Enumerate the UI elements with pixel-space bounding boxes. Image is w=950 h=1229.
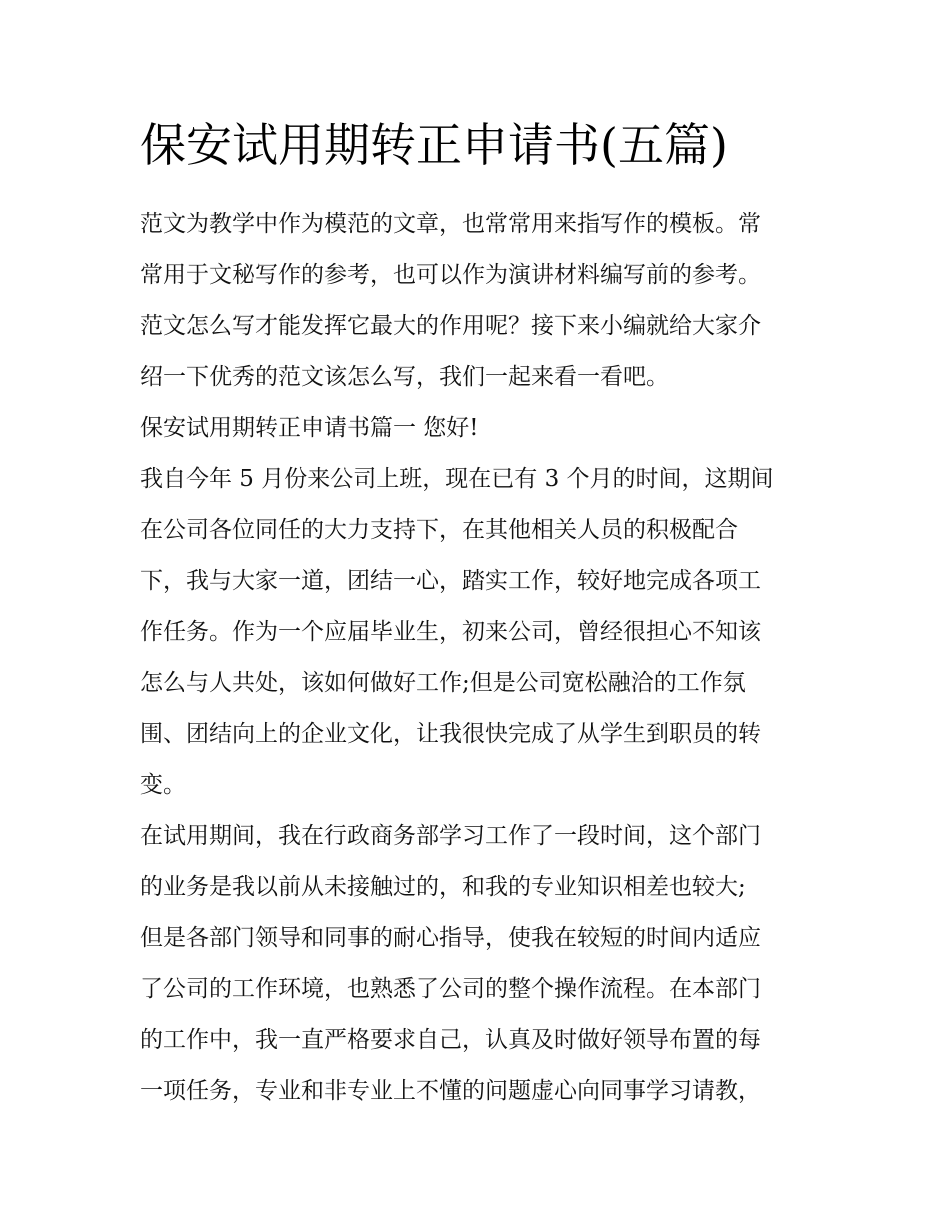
text-line-2: 常用于文秘写作的参考，也可以作为演讲材料编写前的参考。: [140, 262, 761, 288]
text-line-4: 绍一下优秀的范文该怎么写，我们一起来看一看吧。: [140, 364, 669, 390]
text-line-17: 的工作中，我一直严格要求自己，认真及时做好领导布置的每: [140, 1027, 761, 1053]
text-line-12: 变。: [140, 772, 186, 798]
text-line-6: 我自今年 5 月份来公司上班，现在已有 3 个月的时间，这期间: [140, 466, 774, 492]
text-line-16: 了公司的工作环境，也熟悉了公司的整个操作流程。在本部门: [140, 976, 761, 1002]
document-body: [140, 204, 820, 1122]
text-line-10: 怎么与人共处，该如何做好工作;但是公司宽松融洽的工作氛: [140, 670, 746, 696]
text-line-11: 围、团结向上的企业文化，让我很快完成了从学生到职员的转: [140, 721, 761, 747]
text-line-7: 在公司各位同任的大力支持下，在其他相关人员的积极配合: [140, 517, 738, 543]
text-line-8: 下，我与大家一道，团结一心，踏实工作，较好地完成各项工: [140, 568, 761, 594]
text-line-1: 范文为教学中作为模范的文章，也常常用来指写作的模板。常: [140, 211, 761, 237]
text-line-13: 在试用期间，我在行政商务部学习工作了一段时间，这个部门: [140, 823, 761, 849]
text-line-9: 作任务。作为一个应届毕业生，初来公司，曾经很担心不知该: [140, 619, 761, 645]
document-title: 保安试用期转正申请书(五篇): [140, 118, 728, 172]
section-heading-line: 保安试用期转正申请书篇一 您好!: [140, 415, 479, 441]
text-line-3: 范文怎么写才能发挥它最大的作用呢？接下来小编就给大家介: [140, 313, 761, 339]
text-line-15: 但是各部门领导和同事的耐心指导，使我在较短的时间内适应: [140, 925, 761, 951]
text-line-14: 的业务是我以前从未接触过的，和我的专业知识相差也较大;: [140, 874, 746, 900]
text-line-18: 一项任务，专业和非专业上不懂的问题虚心向同事学习请教，: [140, 1078, 761, 1104]
